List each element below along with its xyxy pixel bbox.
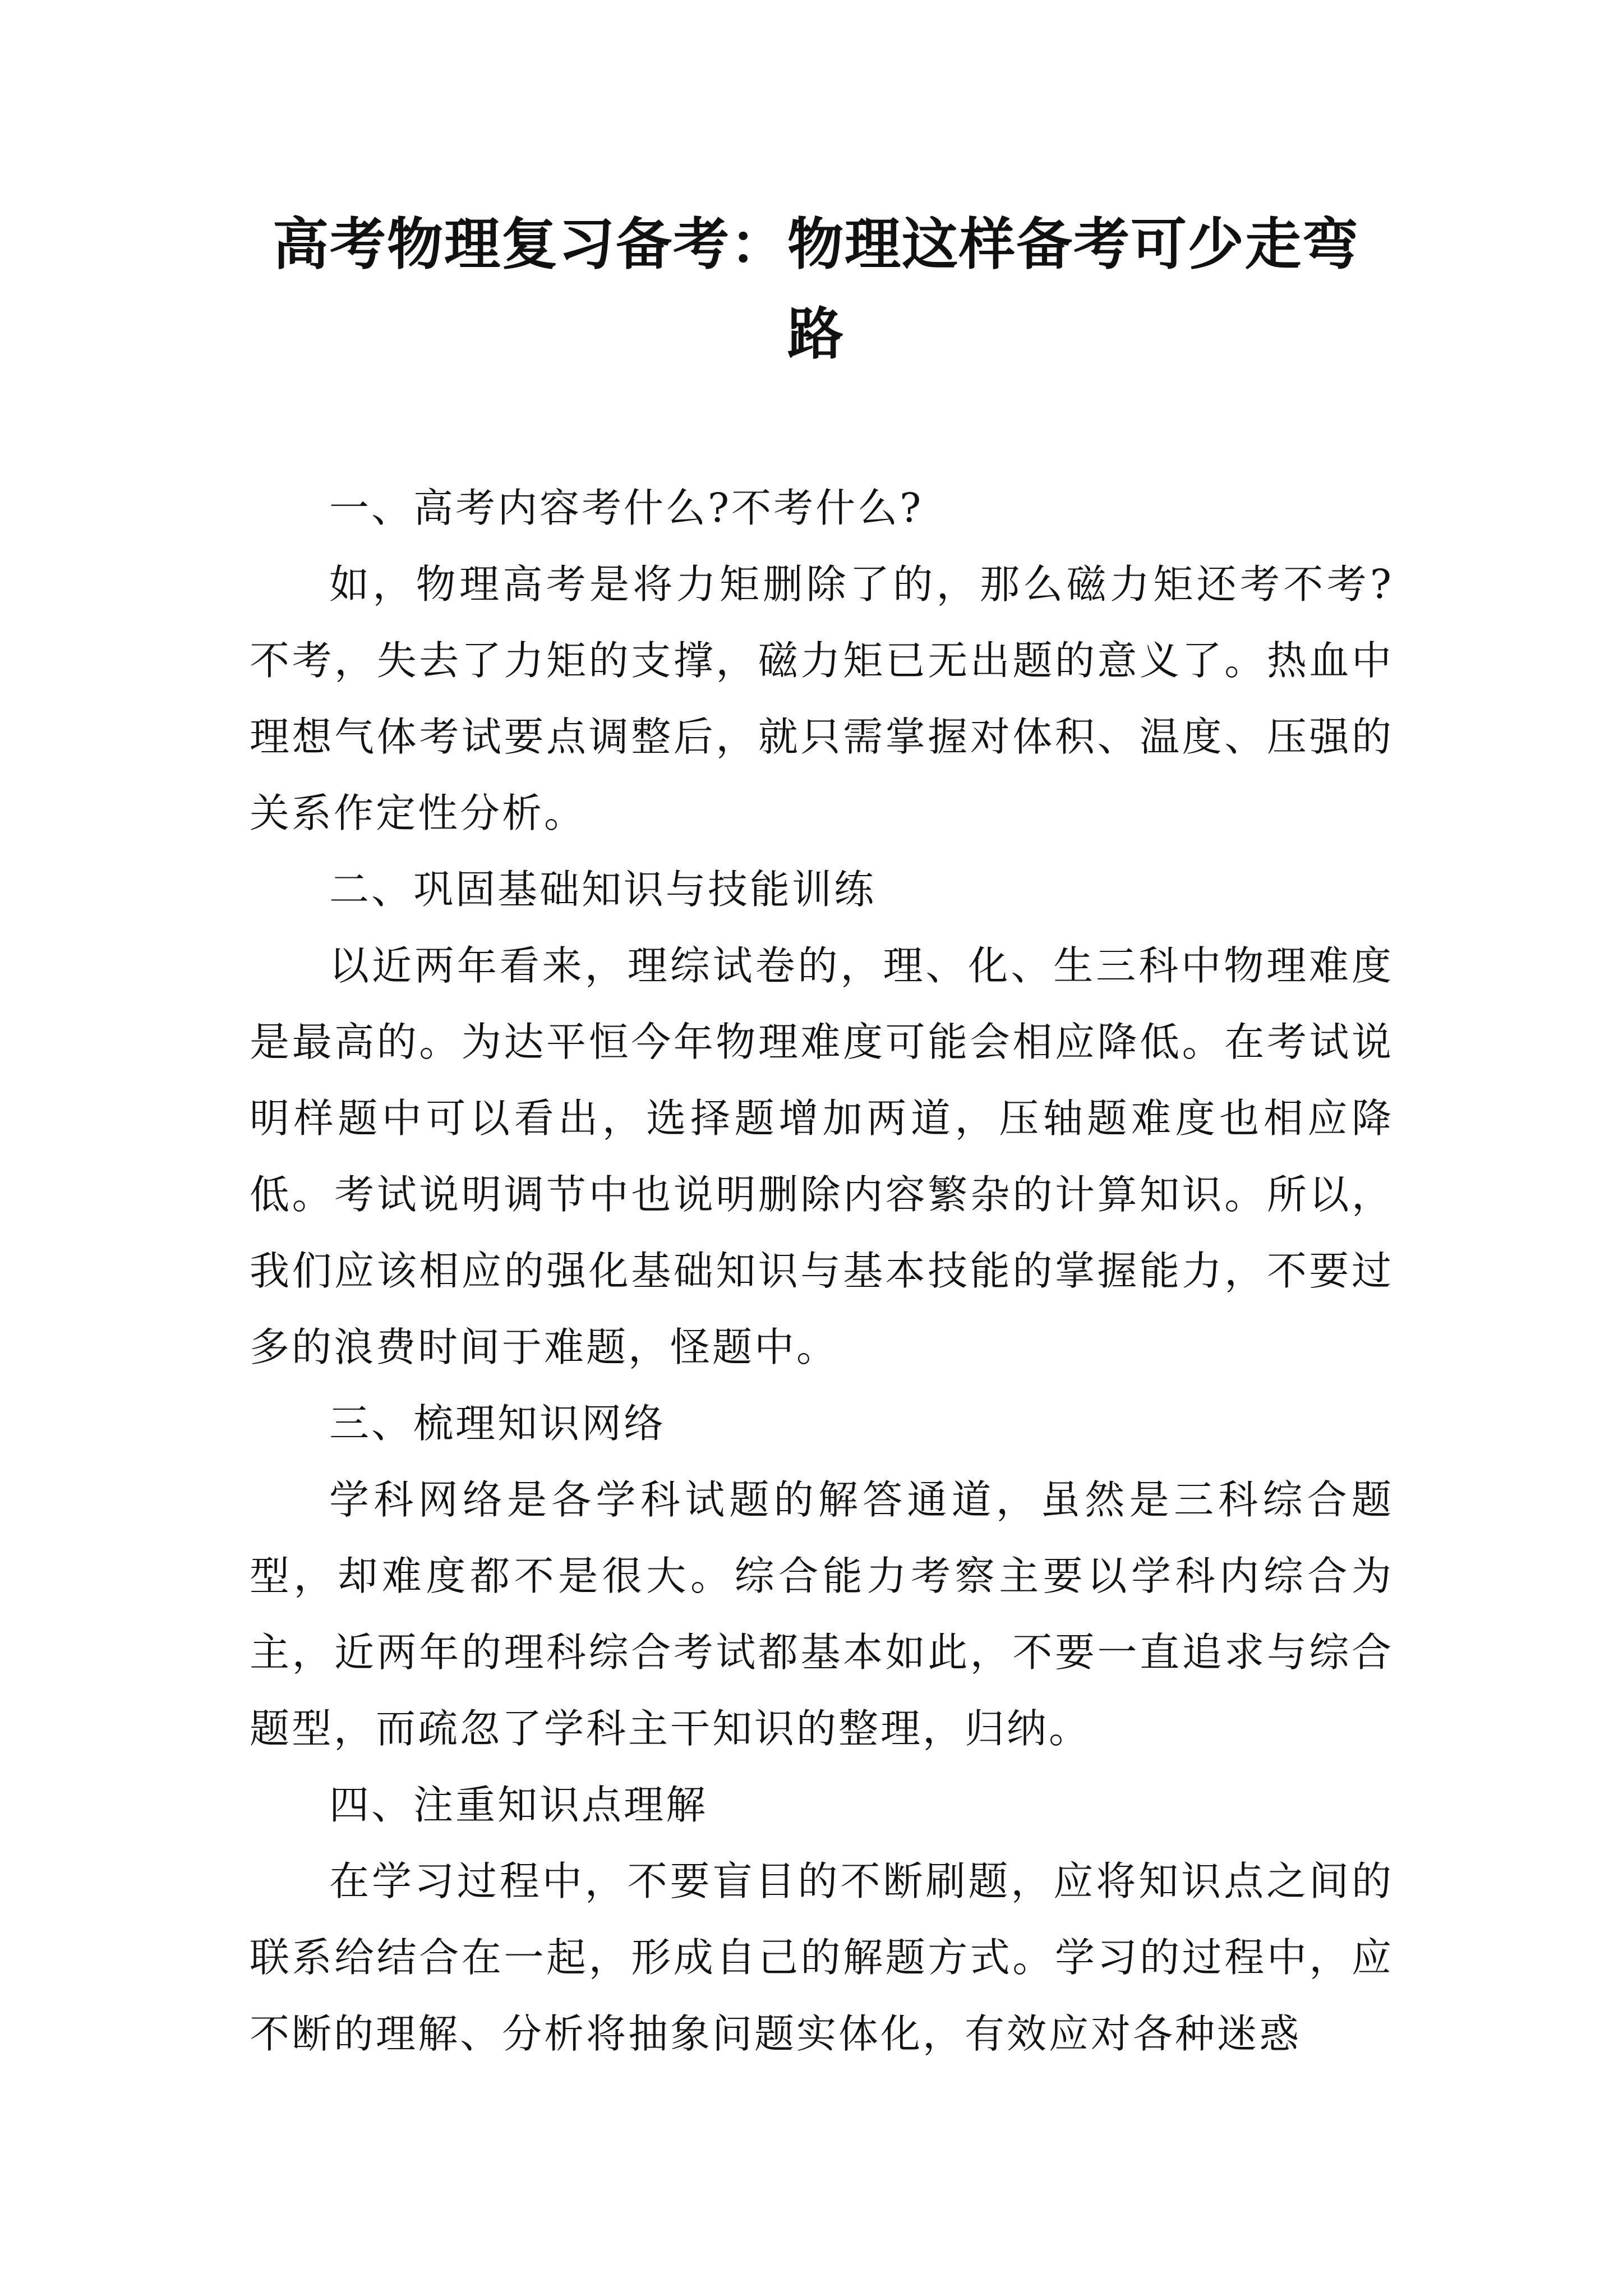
paragraph-3: 学科网络是各学科试题的解答通道，虽然是三科综合题型，却难度都不是很大。综合能力考察主要以学科内综合为主，近两年的理科综合考试都基本如此，不要一直追求与综合题型，而疏忽了学科主干知识的整理，归纳。 (250, 1476, 1394, 1752)
document-body (250, 470, 1394, 2072)
section-heading-3: 三、梳理知识网络 (329, 1400, 666, 1447)
paragraph-4: 在学习过程中，不要盲目的不断刷题，应将知识点之间的联系给结合在一起，形成自己的解题方式。学习的过程中，应不断的理解、分析将抽象问题实体化，有效应对各种迷惑 (250, 1858, 1394, 2057)
section-heading-1: 一、高考内容考什么?不考什么? (329, 485, 924, 531)
paragraph-1: 如，物理高考是将力矩删除了的，那么磁力矩还考不考?不考，失去了力矩的支撑，磁力矩已无出题的意义了。热血中理想气体考试要点调整后，就只需掌握对体积、温度、压强的关系作定性分析。 (250, 561, 1394, 836)
section-heading-4: 四、注重知识点理解 (329, 1782, 708, 1828)
section-heading-2: 二、巩固基础知识与技能训练 (329, 866, 877, 913)
paragraph-2: 以近两年看来，理综试卷的，理、化、生三科中物理难度是最高的。为达平恒今年物理难度可能会相应降低。在考试说明样题中可以看出，选择题增加两道，压轴题难度也相应降低。考试说明调节中也说明删除内容繁杂的计算知识。所以，我们应该相应的强化基础知识与基本技能的掌握能力，不要过多的浪费时间于难题，怪题中。 (250, 942, 1394, 1370)
document-title: 高考物理复习备考：物理这样备考可少走弯路 (273, 211, 1359, 367)
